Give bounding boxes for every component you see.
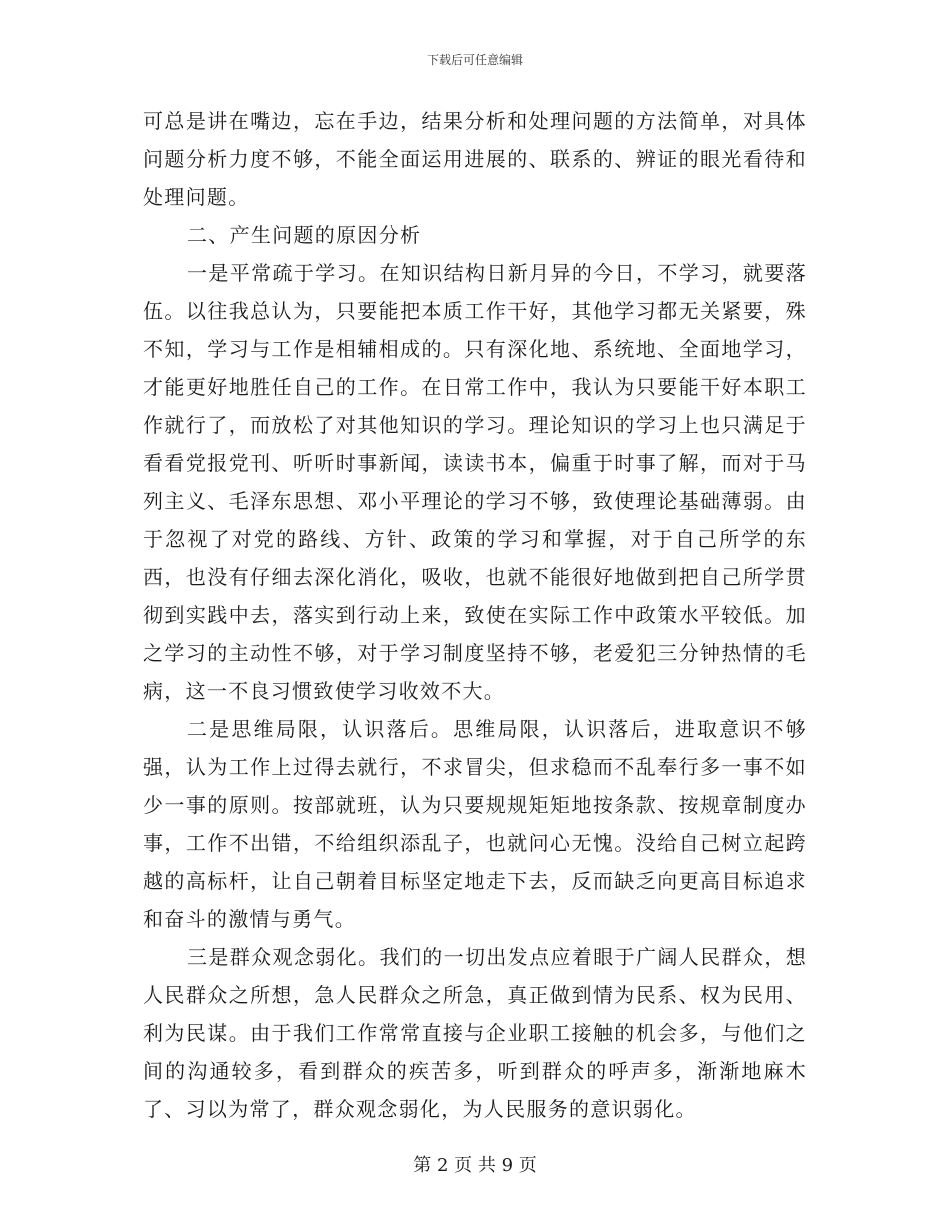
paragraph-continuation: 可总是讲在嘴边，忘在手边，结果分析和处理问题的方法简单，对具体问题分析力度不够，不能全面运用进展的、联系的、辨证的眼光看待和处理问题。 <box>143 109 807 209</box>
section-heading: 二、产生问题的原因分析 <box>187 223 422 247</box>
footer-page-number: 2 <box>436 1155 449 1176</box>
paragraph-thinking: 二是思维局限，认识落后。思维局限，认识落后，进取意识不够强，认为工作上过得去就行，不求冒尖，但求稳而不乱奉行多一事不如少一事的原则。按部就班，认为只要规规矩矩地按条款、按规章制度办事，工作不出错，不给组织添乱子，也就问心无愧。没给自己树立起跨越的高标杆，让自己朝着目标坚定地走下去，反而缺乏向更高目标追求和奋斗的激情与勇气。 <box>143 717 807 931</box>
footer-suffix: 页 <box>518 1155 537 1176</box>
document-body <box>143 102 807 1128</box>
page-footer <box>0 1154 950 1178</box>
footer-prefix: 第 <box>413 1155 432 1176</box>
footer-middle: 页 共 <box>454 1155 496 1176</box>
footer-total-pages: 9 <box>501 1155 514 1176</box>
paragraph-masses: 三是群众观念弱化。我们的一切出发点应着眼于广阔人民群众，想人民群众之所想，急人民群众之所急，真正做到情为民系、权为民用、利为民谋。由于我们工作常常直接与企业职工接触的机会多，与他们之间的沟通较多，看到群众的疾苦多，听到群众的呼声多，渐渐地麻木了、习以为常了，群众观念弱化，为人民服务的意识弱化。 <box>143 945 807 1121</box>
header-note: 下载后可任意编辑 <box>426 53 523 67</box>
paragraph-study: 一是平常疏于学习。在知识结构日新月异的今日，不学习，就要落伍。以往我总认为，只要能把本质工作干好，其他学习都无关紧要，殊不知，学习与工作是相辅相成的。只有深化地、系统地、全面地学习，才能更好地胜任自己的工作。在日常工作中，我认为只要能干好本职工作就行了，而放松了对其他知识的学习。理论知识的学习上也只满足于看看党报党刊、听听时事新闻，读读书本，偏重于时事了解，而对于马列主义、毛泽东思想、邓小平理论的学习不够，致使理论基础薄弱。由于忽视了对党的路线、方针、政策的学习和掌握，对于自己所学的东西，也没有仔细去深化消化，吸收，也就不能很好地做到把自己所学贯彻到实践中去，落实到行动上来，致使在实际工作中政策水平较低。加之学习的主动性不够，对于学习制度坚持不够，老爱犯三分钟热情的毛病，这一不良习惯致使学习收效不大。 <box>143 261 807 703</box>
